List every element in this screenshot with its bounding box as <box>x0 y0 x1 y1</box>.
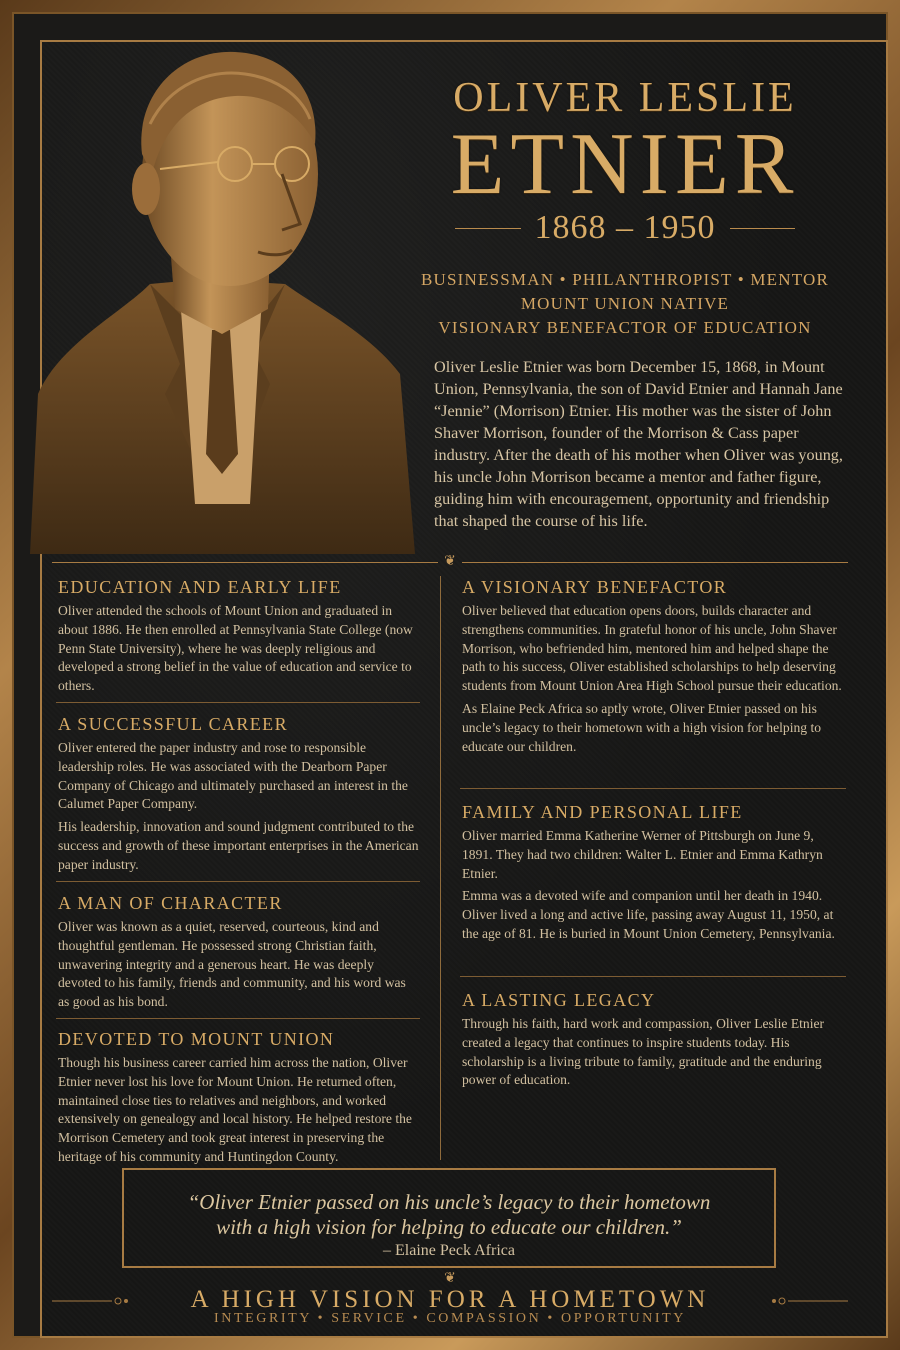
section-text: His leadership, innovation and sound judgment contributed to the success and growth of these important enterprises in the American paper industry. <box>58 819 419 872</box>
years-rule-left <box>455 228 521 229</box>
life-years-row <box>455 205 795 251</box>
section-title: FAMILY AND PERSONAL LIFE <box>462 802 743 822</box>
years-rule-right <box>730 228 796 229</box>
quote-text <box>124 1190 774 1240</box>
section-text: Though his business career carried him across the nation, Oliver Etnier never lost his love for Mount Union. He returned often, maintained close ties to relatives and neighbors, and worked extensively on genealogy and local history. He helped restore the Morrison Cemetery and took great interest in preserving the heritage of his community and Huntingdon County. <box>58 1055 412 1164</box>
portrait-relief <box>30 34 420 554</box>
roles-block <box>405 268 845 340</box>
quote-line: “Oliver Etnier passed on his uncle’s legacy to their hometown <box>187 1190 711 1214</box>
section-career <box>58 714 420 879</box>
section-text: Oliver attended the schools of Mount Union and graduated in about 1886. He then enrolled at Pennsylvania State College (now Penn State University), where he was deeply religious and developed a strong belief in the value of education and service to others. <box>58 603 413 694</box>
section-devoted <box>58 1029 420 1171</box>
column-divider <box>440 576 441 1160</box>
name-first-middle: OLIVER LESLIE <box>453 75 797 121</box>
section-character <box>58 893 420 1016</box>
life-years: 1868 – 1950 <box>534 209 716 246</box>
section-rule <box>460 788 846 789</box>
section-text: Through his faith, hard work and compassion, Oliver Leslie Etnier created a legacy that continues to inspire students today. His scholarship is a living tribute to family, gratitude and the enduring power of education. <box>462 1016 825 1088</box>
footer-ornament-right-icon <box>768 1294 848 1308</box>
roles-line: MOUNT UNION NATIVE <box>520 294 730 313</box>
section-legacy <box>462 990 846 1094</box>
section-title: EDUCATION AND EARLY LIFE <box>58 577 342 597</box>
section-rule <box>56 1018 420 1019</box>
footer-title: A HIGH VISION FOR A HOMETOWN <box>190 1286 710 1313</box>
section-rule <box>56 881 420 882</box>
divider-line <box>52 562 438 563</box>
section-title: A MAN OF CHARACTER <box>58 893 283 913</box>
section-divider <box>52 556 848 568</box>
section-text: Oliver was known as a quiet, reserved, courteous, kind and thoughtful gentleman. He possessed strong Christian faith, unwavering integrity and a generous heart. He was deeply devoted to his family, friends and community, and his word was as good as his bond. <box>58 919 406 1010</box>
section-text: As Elaine Peck Africa so aptly wrote, Oliver Etnier passed on his uncle’s legacy to their hometown with a high vision for helping to educate our children. <box>462 700 822 754</box>
section-text: Oliver married Emma Katherine Werner of Pittsburgh on June 9, 1891. They had two children: Walter L. Etnier and Emma Kathryn Etnier. <box>462 828 823 881</box>
section-family <box>462 802 846 948</box>
section-title: A LASTING LEGACY <box>462 990 656 1010</box>
section-text: Oliver entered the paper industry and rose to responsible leadership roles. He was associated with the Dearborn Paper Company of Chicago and ultimately purchased an interest in the Calumet Paper Company. <box>58 740 408 812</box>
roles-line: BUSINESSMAN • PHILANTHROPIST • MENTOR <box>421 270 829 289</box>
section-title: DEVOTED TO MOUNT UNION <box>58 1029 335 1049</box>
quote-ornament-icon: ❦ <box>444 1271 456 1286</box>
section-rule <box>56 702 420 703</box>
section-title: A SUCCESSFUL CAREER <box>58 714 288 734</box>
name-surname: ETNIER <box>450 116 800 213</box>
quote-line: with a high vision for helping to educate our children.” <box>216 1215 682 1239</box>
divider-line <box>462 562 848 563</box>
section-title: A VISIONARY BENEFACTOR <box>462 577 728 597</box>
quote-attribution: – Elaine Peck Africa <box>383 1242 515 1259</box>
quote-box <box>122 1168 776 1268</box>
section-benefactor <box>462 577 846 760</box>
roles-line: VISIONARY BENEFACTOR OF EDUCATION <box>438 318 812 337</box>
section-text: Emma was a devoted wife and companion until her death in 1940. Oliver lived a long and active life, passing away August 11, 1950, at the age of 81. He is buried in Mount Union Cemetery, Pennsylvania. <box>462 888 835 941</box>
section-education <box>58 577 420 700</box>
footer-values: INTEGRITY • SERVICE • COMPASSION • OPPORTUNITY <box>214 1311 686 1326</box>
section-rule <box>460 976 846 977</box>
section-text: Oliver believed that education opens doors, builds character and strengthens communities. In grateful honor of his uncle, John Shaver Morrison, who befriended him, mentored him and helped shape the path to his success, Oliver established scholarships to help deserving students from Mount Union Area High School pursue their education. <box>462 603 842 694</box>
intro-paragraph: Oliver Leslie Etnier was born December 15, 1868, in Mount Union, Pennsylvania, the son of David Etnier and Hannah Jane “Jennie” (Morrison) Etnier. His mother was the sister of John Shaver Morrison, founder of the Morrison & Cass paper industry. After the death of his mother when Oliver was young, his uncle John Morrison became a mentor and father figure, guiding him with encouragement, opportunity and friendship that shaped the course of his life. <box>434 358 843 530</box>
scroll-ornament-icon: ❦ <box>444 554 456 569</box>
